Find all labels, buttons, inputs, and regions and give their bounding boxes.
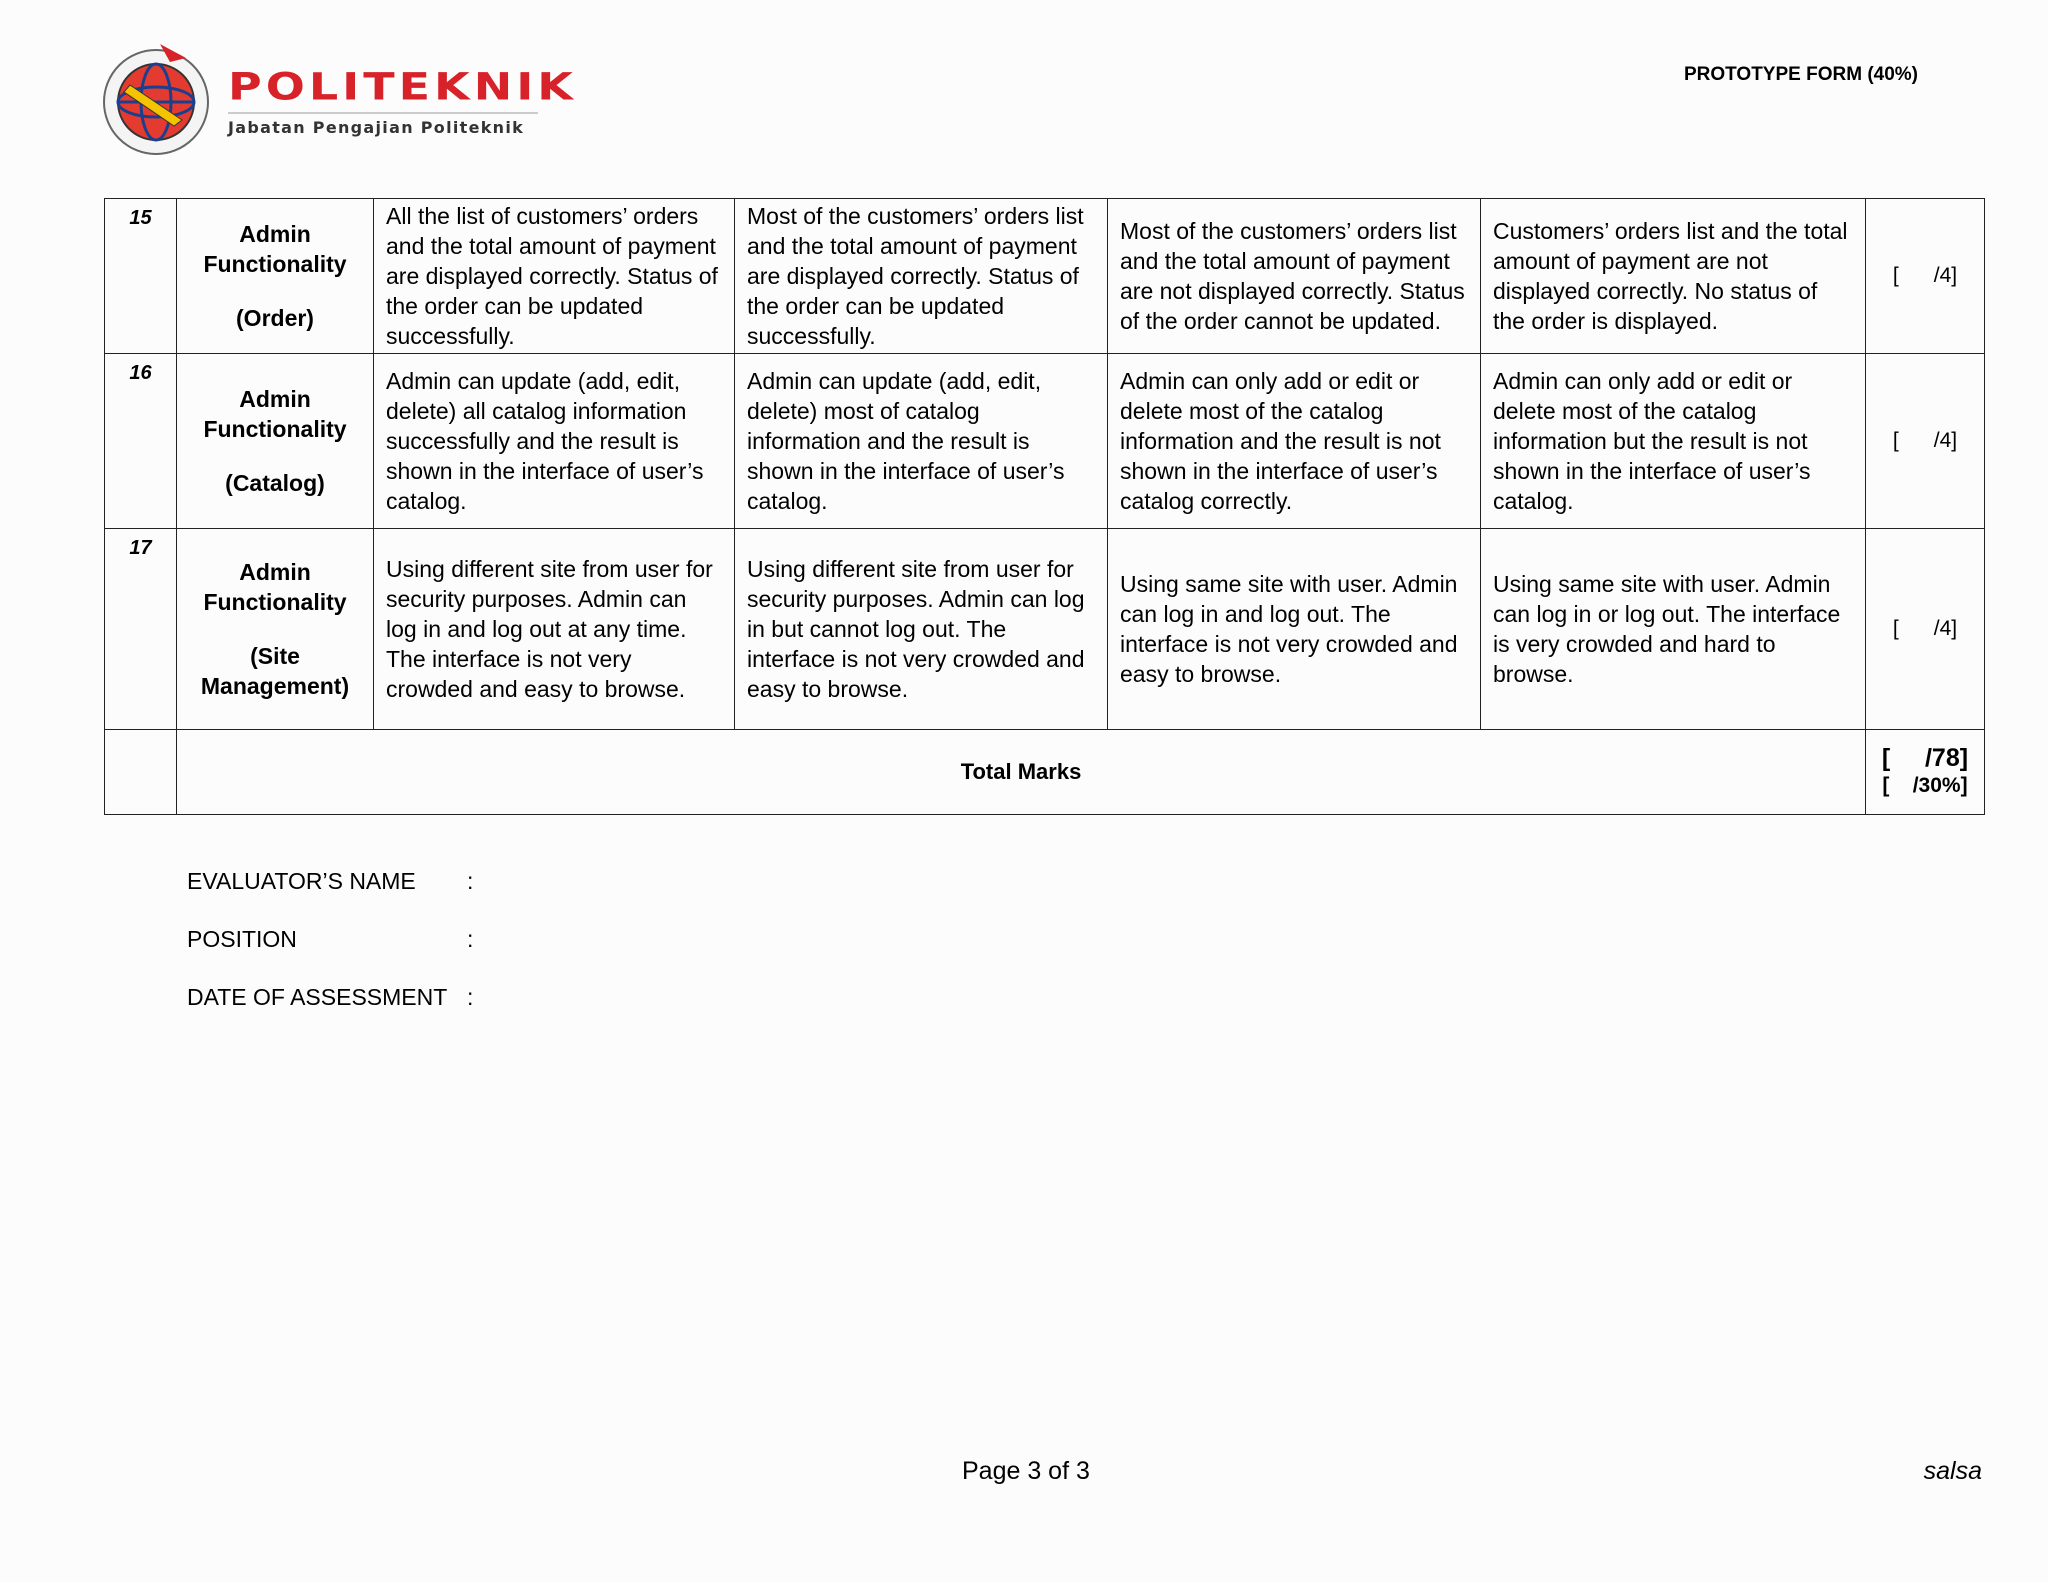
position-colon: :: [467, 926, 474, 952]
table-row: [105, 529, 1985, 730]
criterion-line: Functionality: [203, 251, 347, 277]
descriptor-cell: Admin can only add or edit or delete most of the catalog information but the result is not shown in the interface of user’s catalog.: [1481, 354, 1866, 529]
table-row: [105, 354, 1985, 529]
row-number: 15: [105, 199, 177, 354]
total-mark-cell: [1866, 730, 1985, 815]
descriptor-cell: Customers’ orders list and the total amount of payment are not displayed correctly. No status of the order is displayed.: [1481, 199, 1866, 354]
evaluator-name-colon: :: [467, 868, 474, 894]
total-percent-value: [ /30%]: [1882, 774, 1968, 797]
total-marks-label: Total Marks: [177, 730, 1866, 815]
total-row: [105, 730, 1985, 815]
mark-value: [ /4]: [1892, 264, 1958, 287]
date-colon: :: [467, 984, 474, 1010]
descriptor-cell: Most of the customers’ orders list and the total amount of payment are displayed correctly. Status of the order can be updated successfully.: [735, 199, 1108, 354]
criterion-line: Management): [200, 673, 350, 699]
row-number: 16: [105, 354, 177, 529]
footer-author: salsa: [1923, 1457, 1982, 1485]
criterion-line: Admin: [239, 386, 311, 412]
descriptor-cell: Admin can update (add, edit, delete) all catalog information successfully and the result is shown in the interface of user’s catalog.: [374, 354, 735, 529]
criterion-line: Functionality: [203, 589, 347, 615]
criterion-cell: [177, 354, 374, 529]
logo-wordmark: POLITEKNIK: [228, 64, 577, 109]
mark-cell: [1866, 354, 1985, 529]
mark-value: [ /4]: [1892, 617, 1958, 640]
total-marks-value: [ /78]: [1881, 744, 1969, 772]
descriptor-cell: Most of the customers’ orders list and the total amount of payment are not displayed correctly. Status of the order cannot be updated.: [1108, 199, 1481, 354]
page-number: Page 3 of 3: [962, 1457, 1090, 1485]
row-number: 17: [105, 529, 177, 730]
table-row: [105, 199, 1985, 354]
logo-subtitle: Jabatan Pengajian Politeknik: [228, 112, 538, 137]
descriptor-cell: Using different site from user for security purposes. Admin can log in and log out at any time. The interface is not very crowded and easy to browse.: [374, 529, 735, 730]
rubric-table: [104, 198, 1985, 815]
descriptor-cell: Using same site with user. Admin can log in and log out. The interface is not very crowded and easy to browse.: [1108, 529, 1481, 730]
descriptor-cell: Using same site with user. Admin can log in or log out. The interface is very crowded and hard to browse.: [1481, 529, 1866, 730]
position-label: POSITION: [187, 926, 297, 952]
criterion-line: Functionality: [203, 416, 347, 442]
descriptor-cell: Admin can update (add, edit, delete) most of catalog information and the result is shown in the interface of user’s catalog.: [735, 354, 1108, 529]
criterion-line: Admin: [239, 221, 311, 247]
politeknik-logo: [100, 40, 577, 170]
criterion-line: (Catalog): [225, 470, 325, 496]
form-title: PROTOTYPE FORM (40%): [1683, 64, 1918, 85]
mark-cell: [1866, 199, 1985, 354]
date-of-assessment-label: DATE OF ASSESSMENT: [187, 984, 448, 1010]
criterion-line: (Site: [250, 643, 300, 669]
descriptor-cell: All the list of customers’ orders and the total amount of payment are displayed correctly. Status of the order can be updated successfully.: [374, 199, 735, 354]
descriptor-cell: Using different site from user for security purposes. Admin can log in but cannot log out. The interface is not very crowded and easy to browse.: [735, 529, 1108, 730]
criterion-cell: [177, 199, 374, 354]
criterion-cell: [177, 529, 374, 730]
ministry-seal-icon: [100, 40, 212, 160]
evaluator-name-label: EVALUATOR’S NAME: [187, 868, 416, 894]
descriptor-cell: Admin can only add or edit or delete most of the catalog information and the result is not shown in the interface of user’s catalog correctly.: [1108, 354, 1481, 529]
empty-cell: [105, 730, 177, 815]
mark-value: [ /4]: [1892, 429, 1958, 452]
mark-cell: [1866, 529, 1985, 730]
criterion-line: Admin: [239, 559, 311, 585]
criterion-line: (Order): [236, 305, 314, 331]
